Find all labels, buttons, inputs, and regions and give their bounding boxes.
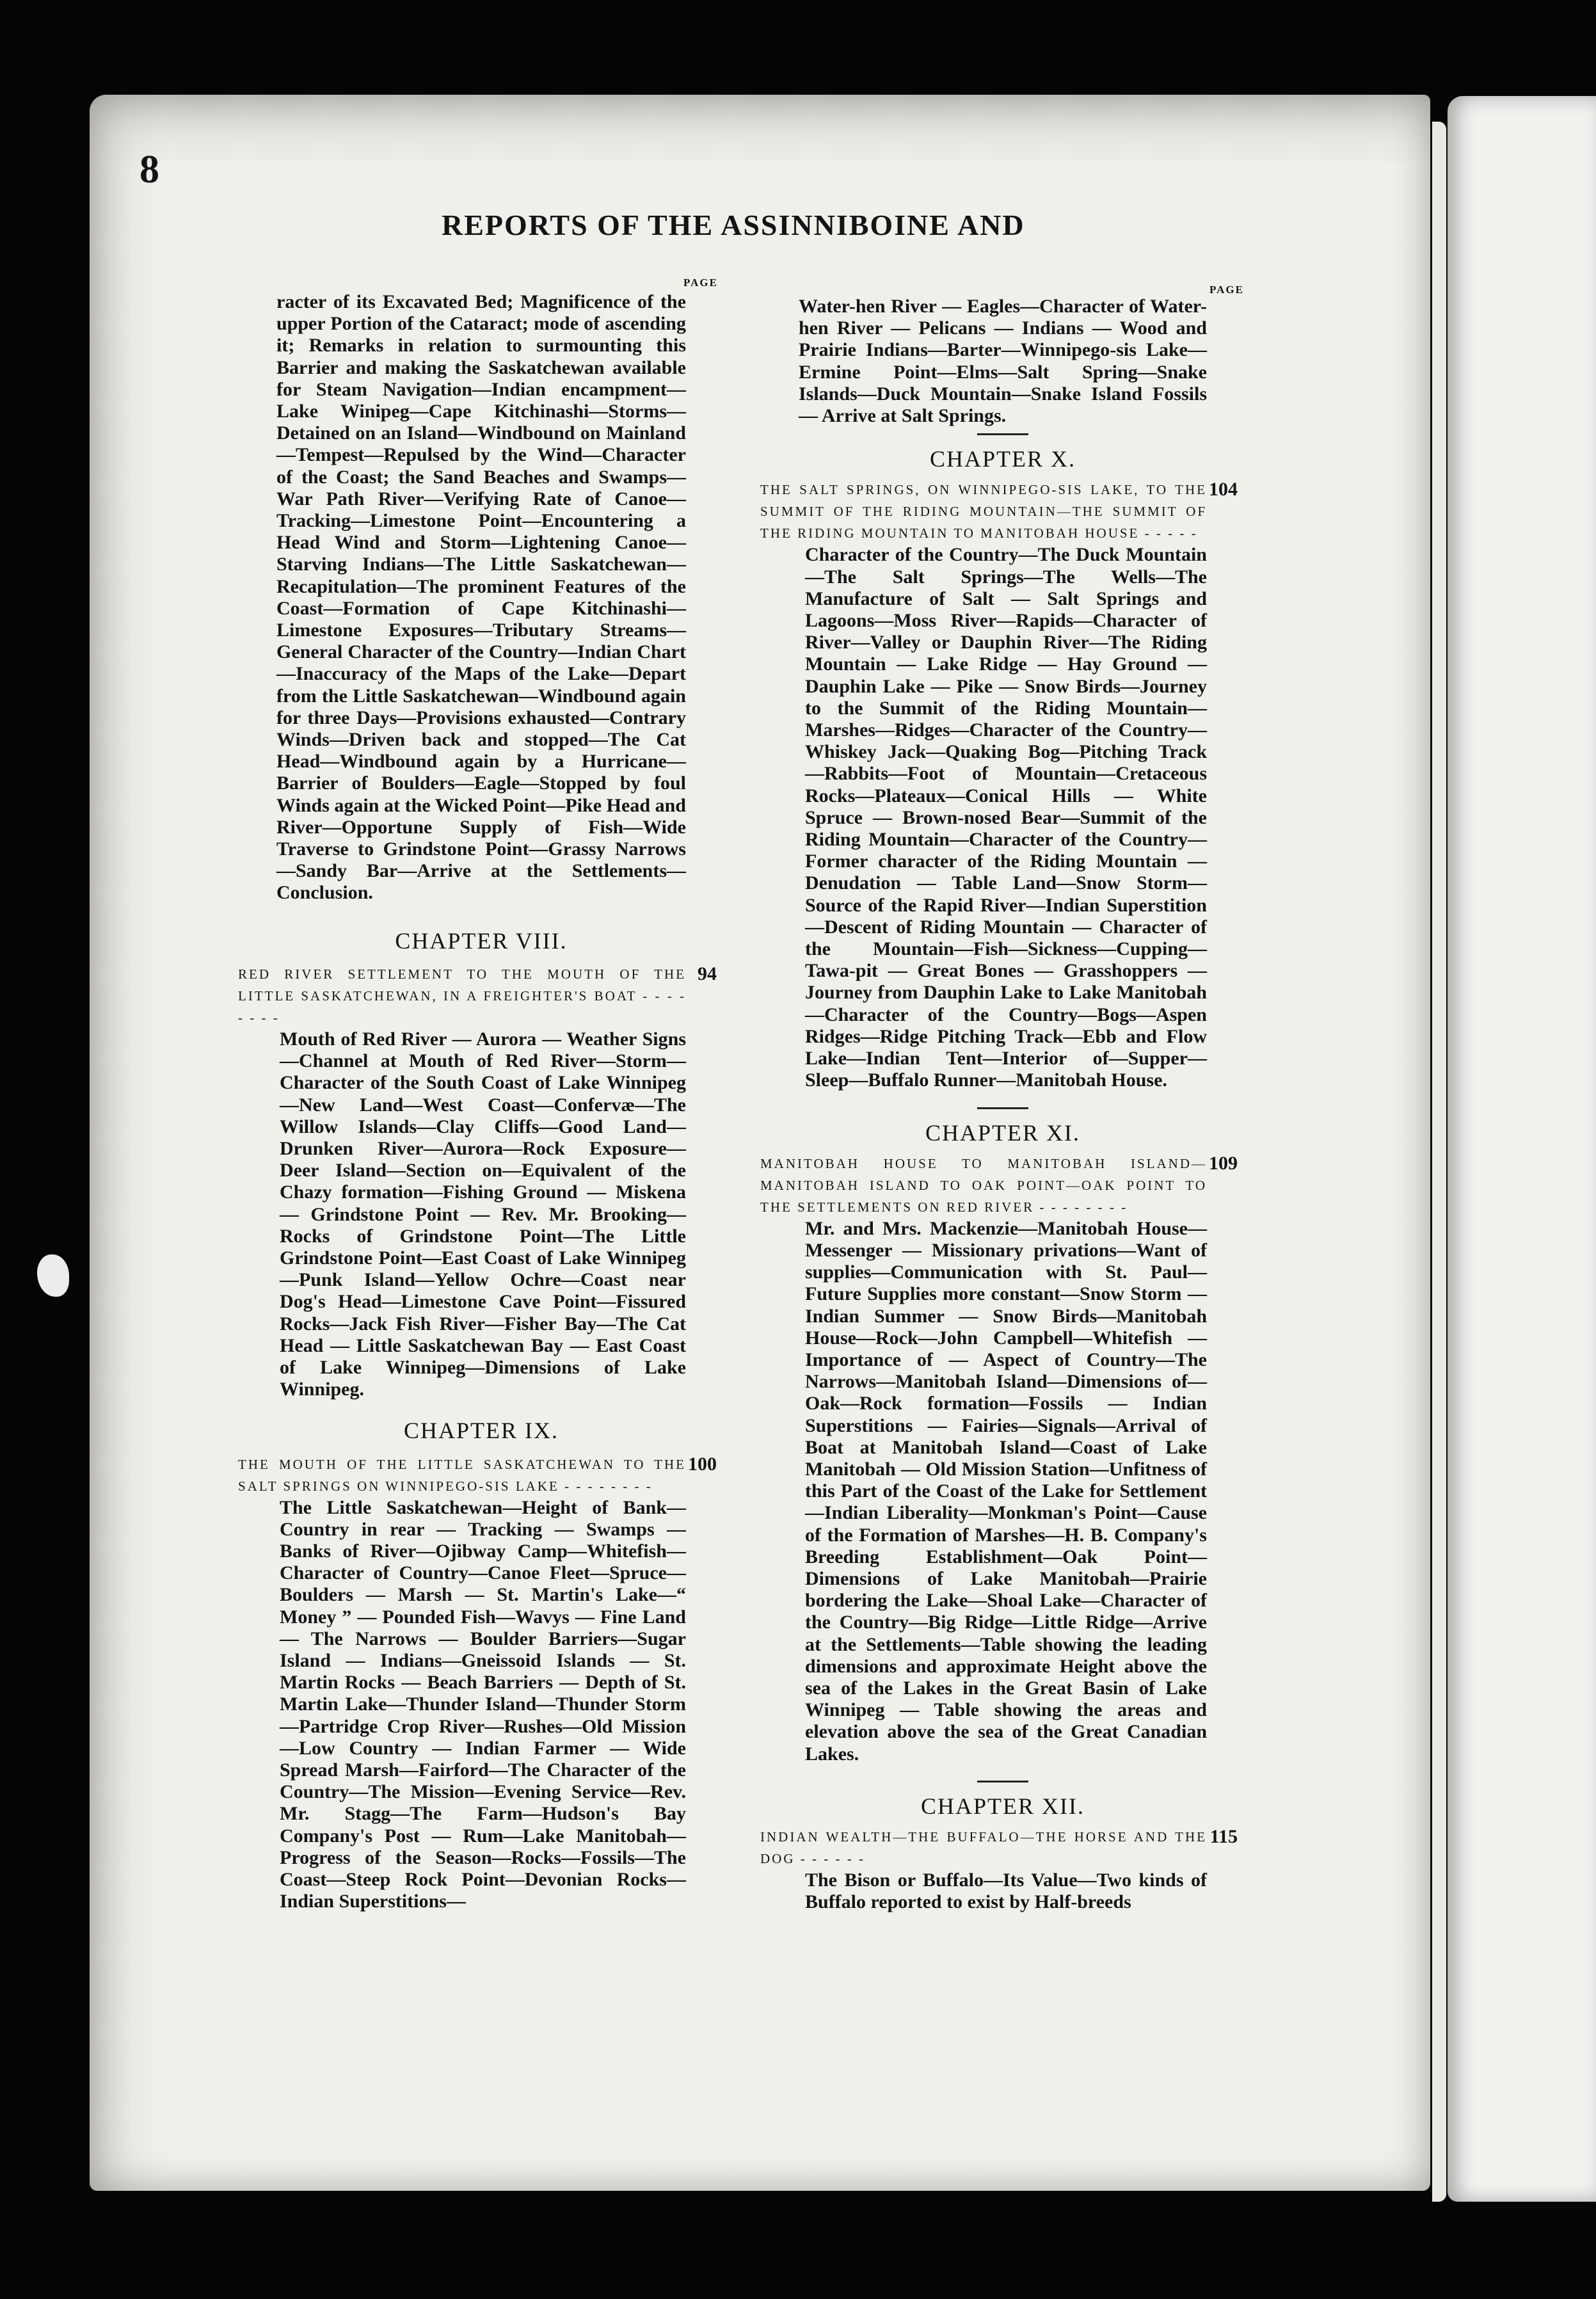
chapter-heading: CHAPTER XII. [921, 1793, 1085, 1819]
chapter-heading: CHAPTER IX. [403, 1418, 559, 1444]
chapter-page-number: 100 [688, 1453, 717, 1475]
adjacent-page-edge [1448, 96, 1596, 2202]
section-rule [977, 1107, 1028, 1109]
chapter-contents: Mouth of Red River — Aurora — Weather Signs—Channel at Mouth of Red River—Storm—Character of the South Coast of Lake Winnipeg—New Land—West Coast—Confervæ—The Willow Islands—Clay Cliffs—Good Land—Drunken River—Aurora—Rock Exposure—Deer Island—Section on—Equivalent of the Chazy formation—Fishing Ground — Miskena — Grindstone Point — Rev. Mr. Brooking—Rocks of Grindstone Point—The Little Grindstone Point—East Coast of Lake Winnipeg—Punk Island—Yellow Ochre—Coast near Dog's Head—Limestone Cave Point—Fissured Rocks—Jack Fish River—Fisher Bay—The Cat Head — Little Saskatchewan Bay — East Coast of Lake Winnipeg—Dimensions of Lake Winnipeg. [280, 1028, 686, 1400]
section-rule [977, 1781, 1028, 1782]
chapter-contents: The Little Saskatchewan—Height of Bank—Country in rear — Tracking — Swamps — Banks of River—Ojibway Camp—Whitefish—Character of Country—Canoe Fleet—Spruce—Boulders — Marsh — St. Martin's Lake—“ Money ” — Pounded Fish—Wavys — Fine Land — The Narrows — Boulder Barriers—Sugar Island — Indians—Gneissoid Islands — St. Martin Rocks — Beach Barriers — Depth of St. Martin Lake—Thunder Island—Thunder Storm—Partridge Crop River—Rushes—Old Mission—Low Country — Indian Farmer — Wide Spread Marsh—Fairford—The Character of the Country—The Mission—Evening Service—Rev. Mr. Stagg—The Farm—Hudson's Bay Company's Post — Rum—Lake Manitobah—Progress of the Season—Rocks—Fossils—The Coast—Steep Rock Point—Devonian Rocks—Indian Superstitions— [280, 1496, 686, 1912]
page-fore-edge [1432, 122, 1446, 2202]
page-number: 8 [140, 148, 159, 191]
right-column-page-label: PAGE [1209, 284, 1244, 296]
chapter-title: 104 THE SALT SPRINGS, ON WINNIPEGO-SIS LAKE, TO THE SUMMIT OF THE RIDING MOUNTAIN—THE SUMMIT OF THE RIDING MOUNTAIN TO MANITOBAH HOUSE - - - - - [760, 479, 1238, 541]
chapter-page-number: 115 [1209, 1825, 1238, 1847]
chapter-title: 100 THE MOUTH OF THE LITTLE SASKATCHEWAN TO THE SALT SPRINGS ON WINNIPEGO-SIS LAKE - - - - - - - - [238, 1453, 717, 1494]
left-column-page-label: PAGE [683, 276, 718, 289]
chapter-contents: Character of the Country—The Duck Mountain—The Salt Springs—The Wells—The Manufacture of Salt — Salt Springs and Lagoons—Moss River—Rapids—Character of River—Valley or Dauphin River—The Riding Mountain — Lake Ridge — Hay Ground — Dauphin Lake — Pike — Snow Birds—Journey to the Summit of the Riding Mountain—Marshes—Ridges—Character of the Country—Whiskey Jack—Quaking Bog—Pitching Track—Rabbits—Foot of Mountain—Cretaceous Rocks—Plateaux—Conical Hills — White Spruce — Brown-nosed Bear—Summit of the Riding Mountain—Character of the Country—Former character of the Riding Mountain — Denudation — Table Land—Snow Storm—Source of the Rapid River—Indian Superstition—Descent of Riding Mountain — Character of the Mountain—Fish—Sickness—Cupping—Tawa-pit — Great Bones — Grasshoppers — Journey from Dauphin Lake to Lake Manitobah—Character of the Country—Bogs—Aspen Ridges—Ridge Pitching Track—Ebb and Flow Lake—Indian Tent—Interior of—Supper—Sleep—Buffalo Runner—Manitobah House. [805, 544, 1207, 1091]
chapter-title: 109 MANITOBAH HOUSE TO MANITOBAH ISLAND—MANITOBAH ISLAND TO OAK POINT—OAK POINT TO THE SETTLEMENTS ON RED RIVER - - - - - - - - [760, 1152, 1238, 1215]
chapter-page-number: 104 [1209, 479, 1238, 501]
section-rule [977, 433, 1028, 435]
chapter-page-number: 94 [698, 963, 717, 984]
chapter-page-number: 109 [1209, 1152, 1238, 1174]
chapter-contents: The Bison or Buffalo—Its Value—Two kinds of Buffalo reported to exist by Half-breeds [805, 1869, 1207, 1913]
left-column [238, 291, 717, 1912]
chapter-title: 115 INDIAN WEALTH—THE BUFFALO—THE HORSE AND THE DOG - - - - - - [760, 1825, 1238, 1866]
running-title: REPORTS OF THE ASSINNIBOINE AND [442, 209, 1025, 241]
chapter-heading: CHAPTER XI. [925, 1119, 1080, 1146]
chapter-heading: CHAPTER X. [929, 446, 1076, 472]
chapter-heading: CHAPTER VIII. [395, 927, 568, 954]
scan-artifact [37, 1254, 69, 1297]
right-column [760, 296, 1238, 1913]
chapter-title: 94 RED RIVER SETTLEMENT TO THE MOUTH OF THE LITTLE SASKATCHEWAN, IN A FREIGHTER'S BOAT - - - - - - - - [238, 963, 717, 1025]
continued-contents: racter of its Excavated Bed; Magnificence of the upper Portion of the Cataract; mode of ascending it; Remarks in relation to surmounting this Barrier and making the Saskatchewan available for Steam Navigation—Indian encampment—Lake Winipeg—Cape Kitchinashi—Storms—Detained on an Island—Windbound on Mainland—Tempest—Repulsed by the Wind—Character of the Coast; the Sand Beaches and Swamps—War Path River—Verifying Rate of Canoe—Tracking—Limestone Point—Encountering a Head Wind and Storm—Lightening Canoe—Starving Indians—The Little Saskatchewan—Recapitulation—The prominent Features of the Coast—Formation of Cape Kitchinashi—Limestone Exposures—Tributary Streams—General Character of the Country—Indian Chart—Inaccuracy of the Maps of the Lake—Depart from the Little Saskatchewan—Windbound again for three Days—Provisions exhausted—Contrary Winds—Driven back and stopped—The Cat Head—Windbound again by a Hurricane—Barrier of Boulders—Eagle—Stopped by foul Winds again at the Wicked Point—Pike Head and River—Opportune Supply of Fish—Wide Traverse to Grindstone Point—Grassy Narrows—Sandy Bar—Arrive at the Settlements—Conclusion. [276, 291, 686, 904]
chapter-contents: Mr. and Mrs. Mackenzie—Manitobah House—Messenger — Missionary privations—Want of supplies—Communication with St. Paul—Future Supplies more constant—Snow Storm — Indian Summer — Snow Birds—Manitobah House—Rock—John Campbell—Whitefish — Importance of — Aspect of Country—The Narrows—Manitobah Island—Dimensions of—Oak—Rock formation—Fossils — Indian Superstitions — Fairies—Signals—Arrival of Boat at Manitobah Island—Coast of Lake Manitobah — Old Mission Station—Unfitness of this Part of the Coast of the Lake for Settlement—Indian Liberality—Monkman's Point—Cause of the Formation of Marshes—H. B. Company's Breeding Establishment—Oak Point—Dimensions of Lake Manitobah—Prairie bordering the Lake—Shoal Lake—Character of the Country—Big Ridge—Little Ridge—Arrive at the Settlements—Table showing the leading dimensions and approximate Height above the sea of the Lakes in the Great Basin of Lake Winnipeg — Table showing the areas and elevation above the sea of the Great Canadian Lakes. [805, 1217, 1207, 1765]
continued-contents: Water-hen River — Eagles—Character of Water-hen River — Pelicans — Indians — Wood and Prairie Indians—Barter—Winnipego-sis Lake—Ermine Point—Elms—Salt Spring—Snake Islands—Duck Mountain—Snake Island Fossils — Arrive at Salt Springs. [799, 296, 1207, 427]
